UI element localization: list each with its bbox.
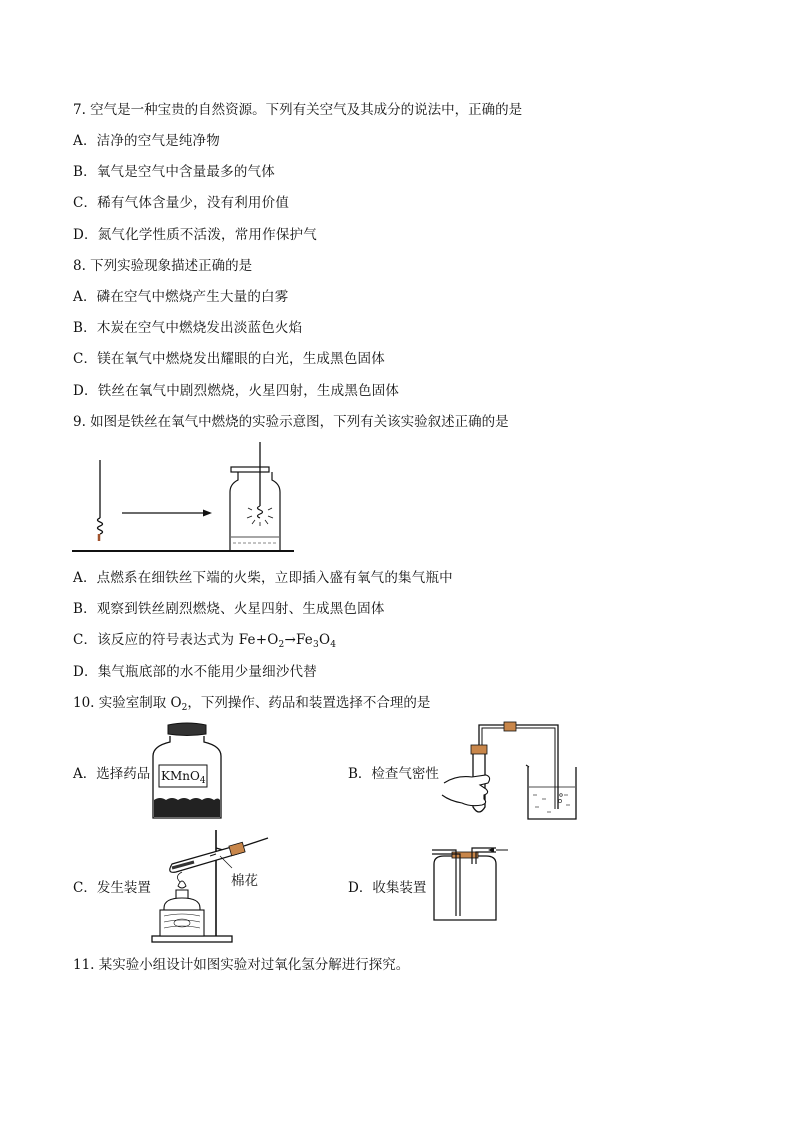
q9-option-c: C．该反应的符号表达式为 $Fe+O_2\to Fe_3O_4$ <box>73 632 337 650</box>
q8-option-a: A．磷在空气中燃烧产生大量的白雾 <box>73 289 289 305</box>
q9-option-b: B．观察到铁丝剧烈燃烧、火星四射、生成黑色固体 <box>73 601 385 617</box>
q7-option-c: C．稀有气体含量少，没有利用价值 <box>73 195 290 211</box>
q10-stem: 10. 实验室制取 $O_2$，下列操作、药品和装置选择不合理的是 <box>73 695 431 713</box>
q7-option-b: B．氧气是空气中含量最多的气体 <box>73 164 275 180</box>
q8-stem: 8. 下列实验现象描述正确的是 <box>73 258 253 274</box>
cotton-label: 棉花 <box>231 873 258 889</box>
q10-option-a: A．选择药品 <box>73 766 151 782</box>
kmno4-label: KMnO$_4$ <box>161 769 206 786</box>
q9-stem: 9. 如图是铁丝在氧气中燃烧的实验示意图，下列有关该实验叙述正确的是 <box>73 414 509 430</box>
q8-option-b: B．木炭在空气中燃烧发出淡蓝色火焰 <box>73 320 303 336</box>
q10-option-c: C．发生装置 <box>73 880 151 896</box>
q10-option-d: D．收集装置 <box>348 880 427 896</box>
q9-option-a: A．点燃系在细铁丝下端的火柴，立即插入盛有氧气的集气瓶中 <box>73 570 453 586</box>
q7-option-a: A．洁净的空气是纯净物 <box>73 133 220 149</box>
q11-stem: 11. 某实验小组设计如图实验对过氧化氢分解进行探究。 <box>73 957 410 973</box>
q8-option-c: C．镁在氧气中燃烧发出耀眼的白光，生成黑色固体 <box>73 351 385 367</box>
q7-stem: 7. 空气是一种宝贵的自然资源。下列有关空气及其成分的说法中，正确的是 <box>73 102 523 118</box>
q7-option-d: D．氮气化学性质不活泼，常用作保护气 <box>73 227 317 243</box>
airtightness-check-image <box>440 717 580 822</box>
q10-option-b: B．检查气密性 <box>348 766 439 782</box>
iron-wire-combustion-diagram <box>70 440 300 555</box>
collection-apparatus-image <box>430 840 500 924</box>
q8-option-d: D．铁丝在氧气中剧烈燃烧，火星四射，生成黑色固体 <box>73 383 400 399</box>
q9-option-d: D．集气瓶底部的水不能用少量细沙代替 <box>73 664 317 680</box>
